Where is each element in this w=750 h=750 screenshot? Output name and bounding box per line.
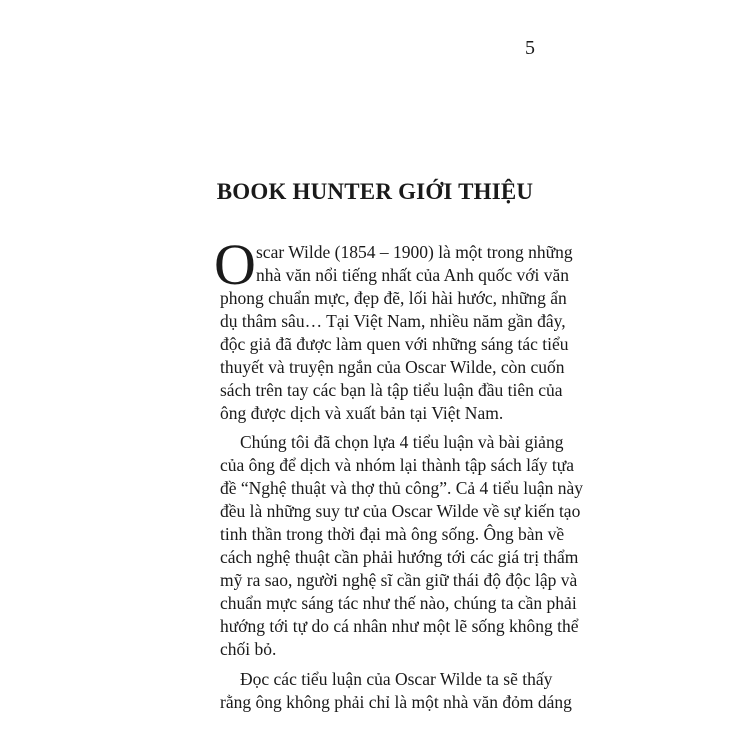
text-line: đề “Nghệ thuật và thợ thủ công”. Cả 4 tiểu luận này	[220, 478, 584, 498]
text-line: nhà văn nổi tiếng nhất của Anh quốc với văn	[256, 265, 570, 285]
page-number: 5	[525, 37, 535, 59]
drop-cap: O	[214, 232, 256, 297]
text-line: đều là những suy tư của Oscar Wilde về sự kiến tạo	[220, 501, 581, 521]
text-line: dụ thâm sâu… Tại Việt Nam, nhiều năm gần đây,	[220, 311, 566, 331]
text-line: Chúng tôi đã chọn lựa 4 tiểu luận và bài giảng	[240, 432, 564, 452]
text-line: chuẩn mực sáng tác như thế nào, chúng ta cần phải	[220, 593, 577, 613]
text-line: ông được dịch và xuất bản tại Việt Nam.	[220, 403, 504, 423]
text-line: phong chuẩn mực, đẹp đẽ, lối hài hước, những ẩn	[220, 288, 567, 308]
text-line: scar Wilde (1854 – 1900) là một trong những	[256, 242, 573, 262]
text-line: Đọc các tiểu luận của Oscar Wilde ta sẽ thấy	[240, 669, 553, 689]
text-line: của ông để dịch và nhóm lại thành tập sách lấy tựa	[220, 455, 575, 475]
text-line: chối bỏ.	[220, 639, 277, 659]
text-line: rằng ông không phải chỉ là một nhà văn đỏm dáng	[220, 692, 572, 712]
text-line: hướng tới tự do cá nhân như một lẽ sống không thể	[220, 616, 579, 636]
text-line: cách nghệ thuật cần phải hướng tới các giá trị thẩm	[220, 547, 579, 567]
text-line: thuyết và truyện ngắn của Oscar Wilde, còn cuốn	[220, 357, 565, 377]
text-line: độc giả đã được làm quen với những sáng tác tiểu	[220, 334, 569, 354]
text-line: tinh thần trong thời đại mà ông sống. Ông bàn về	[220, 524, 565, 544]
text-line: mỹ ra sao, người nghệ sĩ cần giữ thái độ độc lập và	[220, 570, 578, 590]
chapter-title: BOOK HUNTER GIỚI THIỆU	[216, 179, 534, 204]
text-line: sách trên tay các bạn là tập tiểu luận đầu tiên của	[220, 380, 563, 400]
